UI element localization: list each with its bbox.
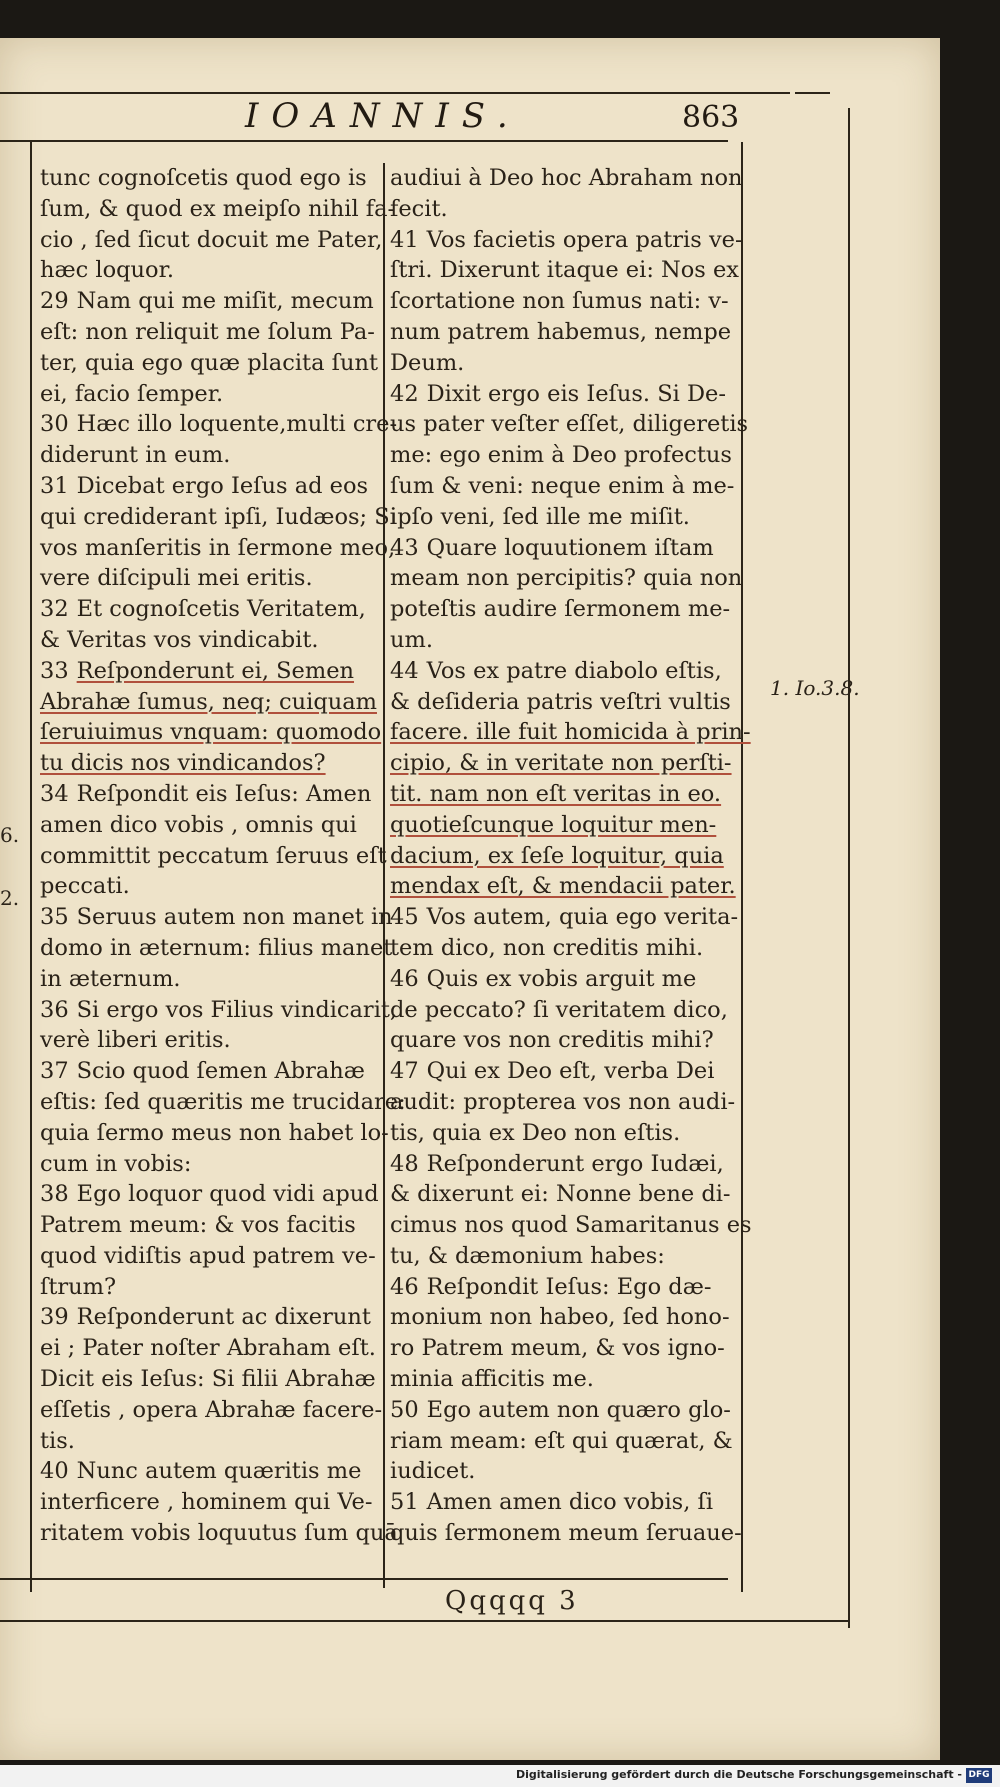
line-text: committit peccatum ſeruus eſt: [40, 842, 387, 869]
text-line: [40, 841, 387, 872]
line-text: tit. nam non eſt veritas in eo.: [390, 780, 722, 807]
text-line: [390, 1210, 752, 1241]
verse-number: 45: [390, 904, 419, 931]
text-line: [390, 1087, 736, 1118]
text-line: [390, 902, 739, 933]
text-line: [390, 1025, 730, 1056]
text-line: [390, 748, 730, 779]
text-line: [40, 594, 375, 625]
text-line: [40, 687, 375, 718]
text-line: [40, 255, 375, 286]
text-line: [40, 286, 375, 317]
line-text: tu dicis nos vindicandos?: [40, 750, 326, 777]
verse-number: 33: [40, 657, 69, 684]
line-text: ſum & veni: neque enim à me-: [390, 472, 735, 499]
line-text: iudicet.: [390, 1458, 476, 1485]
line-text: Dicebat ergo Ieſus ad eos: [76, 472, 369, 499]
page-number: 863: [682, 100, 740, 135]
line-text: Reſponderunt ac dixerunt: [76, 1304, 371, 1331]
line-text: vere diſcipuli mei eritis.: [40, 565, 313, 592]
text-line: [390, 1333, 730, 1364]
verse-number: 37: [40, 1058, 69, 1085]
clipped-margin-note-1: 6.: [0, 823, 20, 847]
line-text: ſeruiuimus vnquam: quomodo: [40, 719, 382, 746]
text-line: [40, 779, 375, 810]
line-text: Deum.: [390, 349, 465, 376]
verse-number: 50: [390, 1396, 419, 1423]
line-text: fecit.: [390, 195, 448, 222]
text-line: [40, 1025, 375, 1056]
verse-number: 42: [390, 380, 419, 407]
line-text: ro Patrem meum, & vos igno-: [390, 1335, 725, 1362]
text-line: [40, 871, 375, 902]
text-line: [390, 409, 749, 440]
verse-number: 36: [40, 996, 69, 1023]
text-line: [40, 1056, 375, 1087]
line-text: ſtrum?: [40, 1273, 117, 1300]
text-line: [390, 594, 730, 625]
line-text: Vos autem, quia ego verita-: [426, 904, 739, 931]
text-line: [390, 1456, 730, 1487]
line-text: cio , ſed ſicut docuit me Pater,: [40, 226, 383, 253]
verse-number: 40: [40, 1458, 69, 1485]
text-line: [390, 717, 751, 748]
line-text: Vos facietis opera patris ve-: [426, 226, 743, 253]
text-line: [390, 871, 736, 902]
text-line: [40, 964, 375, 995]
line-text: ſcortatione non ſumus nati: v-: [390, 288, 729, 315]
right-column: [390, 163, 752, 1549]
text-line: [40, 1118, 389, 1149]
line-text: facere. ille fuit homicida à prin-: [390, 719, 751, 746]
running-title: IOANNIS.: [245, 96, 521, 136]
line-text: domo in æternum: filius manet: [40, 934, 393, 961]
line-text: ſum, & quod ex meipſo nihil fa-: [40, 195, 396, 222]
text-line: [390, 1487, 730, 1518]
text-line: [390, 348, 730, 379]
line-text: peccati.: [40, 873, 130, 900]
text-line: [40, 533, 396, 564]
line-text: um.: [390, 626, 433, 653]
text-line: [390, 1056, 730, 1087]
text-line: [390, 1179, 730, 1210]
line-text: in æternum.: [40, 965, 181, 992]
text-line: [40, 933, 393, 964]
line-text: Reſpondit eis Ieſus: Amen: [76, 780, 372, 807]
text-line: [40, 1087, 406, 1118]
inner-frame-right: [741, 142, 743, 1592]
text-line: [40, 748, 375, 779]
verse-number: 46: [390, 965, 419, 992]
text-line: [390, 255, 739, 286]
text-line: [390, 964, 730, 995]
text-line: [40, 995, 398, 1026]
text-line: [390, 1364, 730, 1395]
line-text: Abrahæ ſumus, neq; cuiquam: [40, 688, 377, 715]
verse-number: 48: [390, 1150, 419, 1177]
line-text: Reſpondit Ieſus: Ego dæ-: [426, 1273, 712, 1300]
book-page: [0, 38, 940, 1760]
line-text: riam meam: eſt qui quærat, &: [390, 1427, 733, 1454]
text-line: [40, 471, 375, 502]
line-text: meam non percipitis? quia non: [390, 565, 743, 592]
line-text: interficere , hominem qui Ve-: [40, 1489, 373, 1516]
line-text: ei, facio ſemper.: [40, 380, 224, 407]
line-text: Reſponderunt ergo Iudæi,: [426, 1150, 724, 1177]
dfg-logo: DFG: [966, 1768, 992, 1783]
text-line: [40, 194, 396, 225]
line-text: monium non habeo, ſed hono-: [390, 1304, 730, 1331]
line-text: diderunt in eum.: [40, 442, 231, 469]
text-line: [40, 1210, 375, 1241]
line-text: cimus nos quod Samaritanus es: [390, 1212, 752, 1239]
verse-number: 29: [40, 288, 69, 315]
text-line: [40, 717, 382, 748]
text-line: [390, 440, 730, 471]
line-text: minia afficitis me.: [390, 1366, 594, 1393]
text-line: [390, 841, 730, 872]
text-line: [390, 1518, 742, 1549]
verse-number: 43: [390, 534, 419, 561]
text-line: [390, 502, 730, 533]
text-line: [390, 533, 730, 564]
line-text: tis, quia ex Deo non eſtis.: [390, 1119, 681, 1146]
text-line: [390, 1302, 730, 1333]
bottom-rule: [0, 1578, 728, 1580]
text-line: [40, 379, 375, 410]
text-line: [40, 1426, 375, 1457]
line-text: eſt: non reliquit me ſolum Pa-: [40, 318, 375, 345]
verse-number: 47: [390, 1058, 419, 1085]
text-line: [390, 286, 730, 317]
line-text: Dixit ergo eis Ieſus. Si De-: [426, 380, 726, 407]
verse-number: 34: [40, 780, 69, 807]
text-line: [390, 194, 730, 225]
text-line: [390, 779, 730, 810]
verse-number: 44: [390, 657, 419, 684]
line-text: tem dico, non creditis mihi.: [390, 934, 704, 961]
line-text: ſtri. Dixerunt itaque ei: Nos ex: [390, 257, 739, 284]
line-text: Quis ex vobis arguit me: [426, 965, 697, 992]
line-text: Qui ex Deo eſt, verba Dei: [426, 1058, 715, 1085]
text-line: [40, 656, 375, 687]
text-line: [390, 933, 730, 964]
line-text: de peccato? ſi veritatem dico,: [390, 996, 728, 1023]
margin-reference: 1. Io.3.8.: [770, 676, 860, 700]
text-line: [390, 810, 730, 841]
verse-number: 31: [40, 472, 69, 499]
outer-frame-right: [848, 108, 850, 1628]
line-text: audiui à Deo hoc Abraham non: [390, 165, 743, 191]
text-line: [40, 1241, 375, 1272]
text-line: [40, 625, 375, 656]
verse-number: 51: [390, 1489, 419, 1516]
text-line: [390, 1149, 730, 1180]
digitization-credit: Digitalisierung gefördert durch die Deutsche Forschungsgemeinschaft -: [515, 1768, 962, 1781]
line-text: Nam qui me miſit, mecum: [76, 288, 374, 315]
footer-rule: [0, 1620, 850, 1622]
text-line: [40, 502, 397, 533]
text-line: [390, 563, 743, 594]
line-text: Reſponderunt ei, Semen: [76, 657, 355, 684]
text-line: [40, 1487, 375, 1518]
line-text: verè liberi eritis.: [40, 1027, 231, 1054]
line-text: Amen amen dico vobis, ſi: [426, 1489, 714, 1516]
line-text: num patrem habemus, nempe: [390, 318, 732, 345]
text-line: [40, 1272, 375, 1303]
line-text: Et cognoſcetis Veritatem,: [76, 596, 366, 623]
line-text: Ego autem non quæro glo-: [426, 1396, 731, 1423]
text-line: [390, 687, 730, 718]
text-line: [40, 348, 378, 379]
text-line: [40, 409, 398, 440]
line-text: tunc cognoſcetis quod ego is: [40, 165, 367, 191]
text-line: [40, 1518, 398, 1549]
verse-number: 39: [40, 1304, 69, 1331]
line-text: qui crediderant ipſi, Iudæos; Si: [40, 503, 397, 530]
text-line: [390, 1426, 733, 1457]
line-text: quare vos non creditis mihi?: [390, 1027, 714, 1054]
line-text: Vos ex patre diabolo eſtis,: [426, 657, 722, 684]
text-line: [40, 440, 375, 471]
line-text: us pater veſter eſſet, diligeretis: [390, 411, 749, 438]
verse-number: 30: [40, 411, 69, 438]
clipped-margin-note-2: 2.: [0, 886, 20, 910]
line-text: me: ego enim à Deo profectus: [390, 442, 732, 469]
text-line: [390, 995, 730, 1026]
header-underline: [0, 140, 728, 142]
text-line: [40, 1395, 383, 1426]
signature-mark: Qqqqq 3: [445, 1586, 579, 1616]
line-text: Ego loquor quod vidi apud: [76, 1181, 379, 1208]
line-text: ei ; Pater noſter Abraham eſt.: [40, 1335, 376, 1362]
line-text: poteſtis audire ſermonem me-: [390, 596, 731, 623]
text-line: [40, 1456, 375, 1487]
line-text: mendax eſt, & mendacii pater.: [390, 873, 736, 900]
text-line: [40, 1302, 375, 1333]
text-line: [390, 625, 730, 656]
line-text: Si ergo vos Filius vindicarit,: [76, 996, 398, 1023]
line-text: cipio, & in veritate non perſti-: [390, 750, 732, 777]
text-line: [40, 1179, 379, 1210]
verse-number: 41: [390, 226, 419, 253]
text-line: [390, 1241, 730, 1272]
line-text: & dixerunt ei: Nonne bene di-: [390, 1181, 731, 1208]
line-text: & Veritas vos vindicabit.: [40, 626, 319, 653]
text-line: [390, 656, 730, 687]
verse-number: 32: [40, 596, 69, 623]
text-line: [390, 1272, 730, 1303]
line-text: Seruus autem non manet in: [76, 904, 393, 931]
line-text: quotieſcunque loquitur men-: [390, 811, 717, 838]
line-text: & deſideria patris veſtri vultis: [390, 688, 731, 715]
line-text: dacium, ex ſeſe loquitur, quia: [390, 842, 724, 869]
line-text: quia ſermo meus non habet lo-: [40, 1119, 389, 1146]
line-text: eſſetis , opera Abrahæ facere-: [40, 1396, 383, 1423]
text-line: [390, 379, 730, 410]
text-line: [390, 163, 743, 194]
line-text: Patrem meum: & vos facitis: [40, 1212, 356, 1239]
verse-number: 35: [40, 904, 69, 931]
text-line: [390, 471, 735, 502]
line-text: amen dico vobis , omnis qui: [40, 811, 357, 838]
text-line: [40, 317, 375, 348]
line-text: Quare loquutionem iſtam: [426, 534, 714, 561]
line-text: Nunc autem quæritis me: [76, 1458, 362, 1485]
line-text: quis ſermonem meum ſeruaue-: [390, 1520, 742, 1547]
text-line: [40, 163, 375, 194]
line-text: Dicit eis Ieſus: Si filii Abrahæ: [40, 1366, 376, 1393]
line-text: Hæc illo loquente,multi cre-: [76, 411, 398, 438]
line-text: tis.: [40, 1427, 75, 1454]
verse-number: 38: [40, 1181, 69, 1208]
text-line: [390, 1395, 730, 1426]
line-text: audit: propterea vos non audi-: [390, 1088, 736, 1115]
text-line: [40, 810, 375, 841]
verse-number: 46: [390, 1273, 419, 1300]
line-text: ritatem vobis loquutus ſum quā: [40, 1520, 398, 1547]
line-text: quod vidiſtis apud patrem ve-: [40, 1242, 376, 1269]
text-line: [40, 563, 375, 594]
text-line: [40, 1149, 375, 1180]
line-text: tu, & dæmonium habes:: [390, 1242, 665, 1269]
text-line: [390, 1118, 730, 1149]
text-line: [390, 225, 743, 256]
line-text: Scio quod ſemen Abrahæ: [76, 1058, 365, 1085]
line-text: vos manſeritis in ſermone meo,: [40, 534, 396, 561]
text-line: [40, 902, 393, 933]
text-line: [40, 225, 383, 256]
text-line: [40, 1364, 375, 1395]
line-text: ipſo veni, ſed ille me miſit.: [390, 503, 690, 530]
line-text: eſtis: ſed quæritis me trucidare:: [40, 1088, 406, 1115]
left-gutter-rule: [30, 142, 32, 1592]
line-text: ter, quia ego quæ placita ſunt: [40, 349, 378, 376]
text-line: [390, 317, 730, 348]
text-line: [40, 1333, 375, 1364]
top-rule: [0, 92, 790, 94]
top-rule-short: [795, 92, 830, 94]
column-separator: [383, 163, 385, 1588]
line-text: hæc loquor.: [40, 257, 175, 284]
line-text: cum in vobis:: [40, 1150, 192, 1177]
